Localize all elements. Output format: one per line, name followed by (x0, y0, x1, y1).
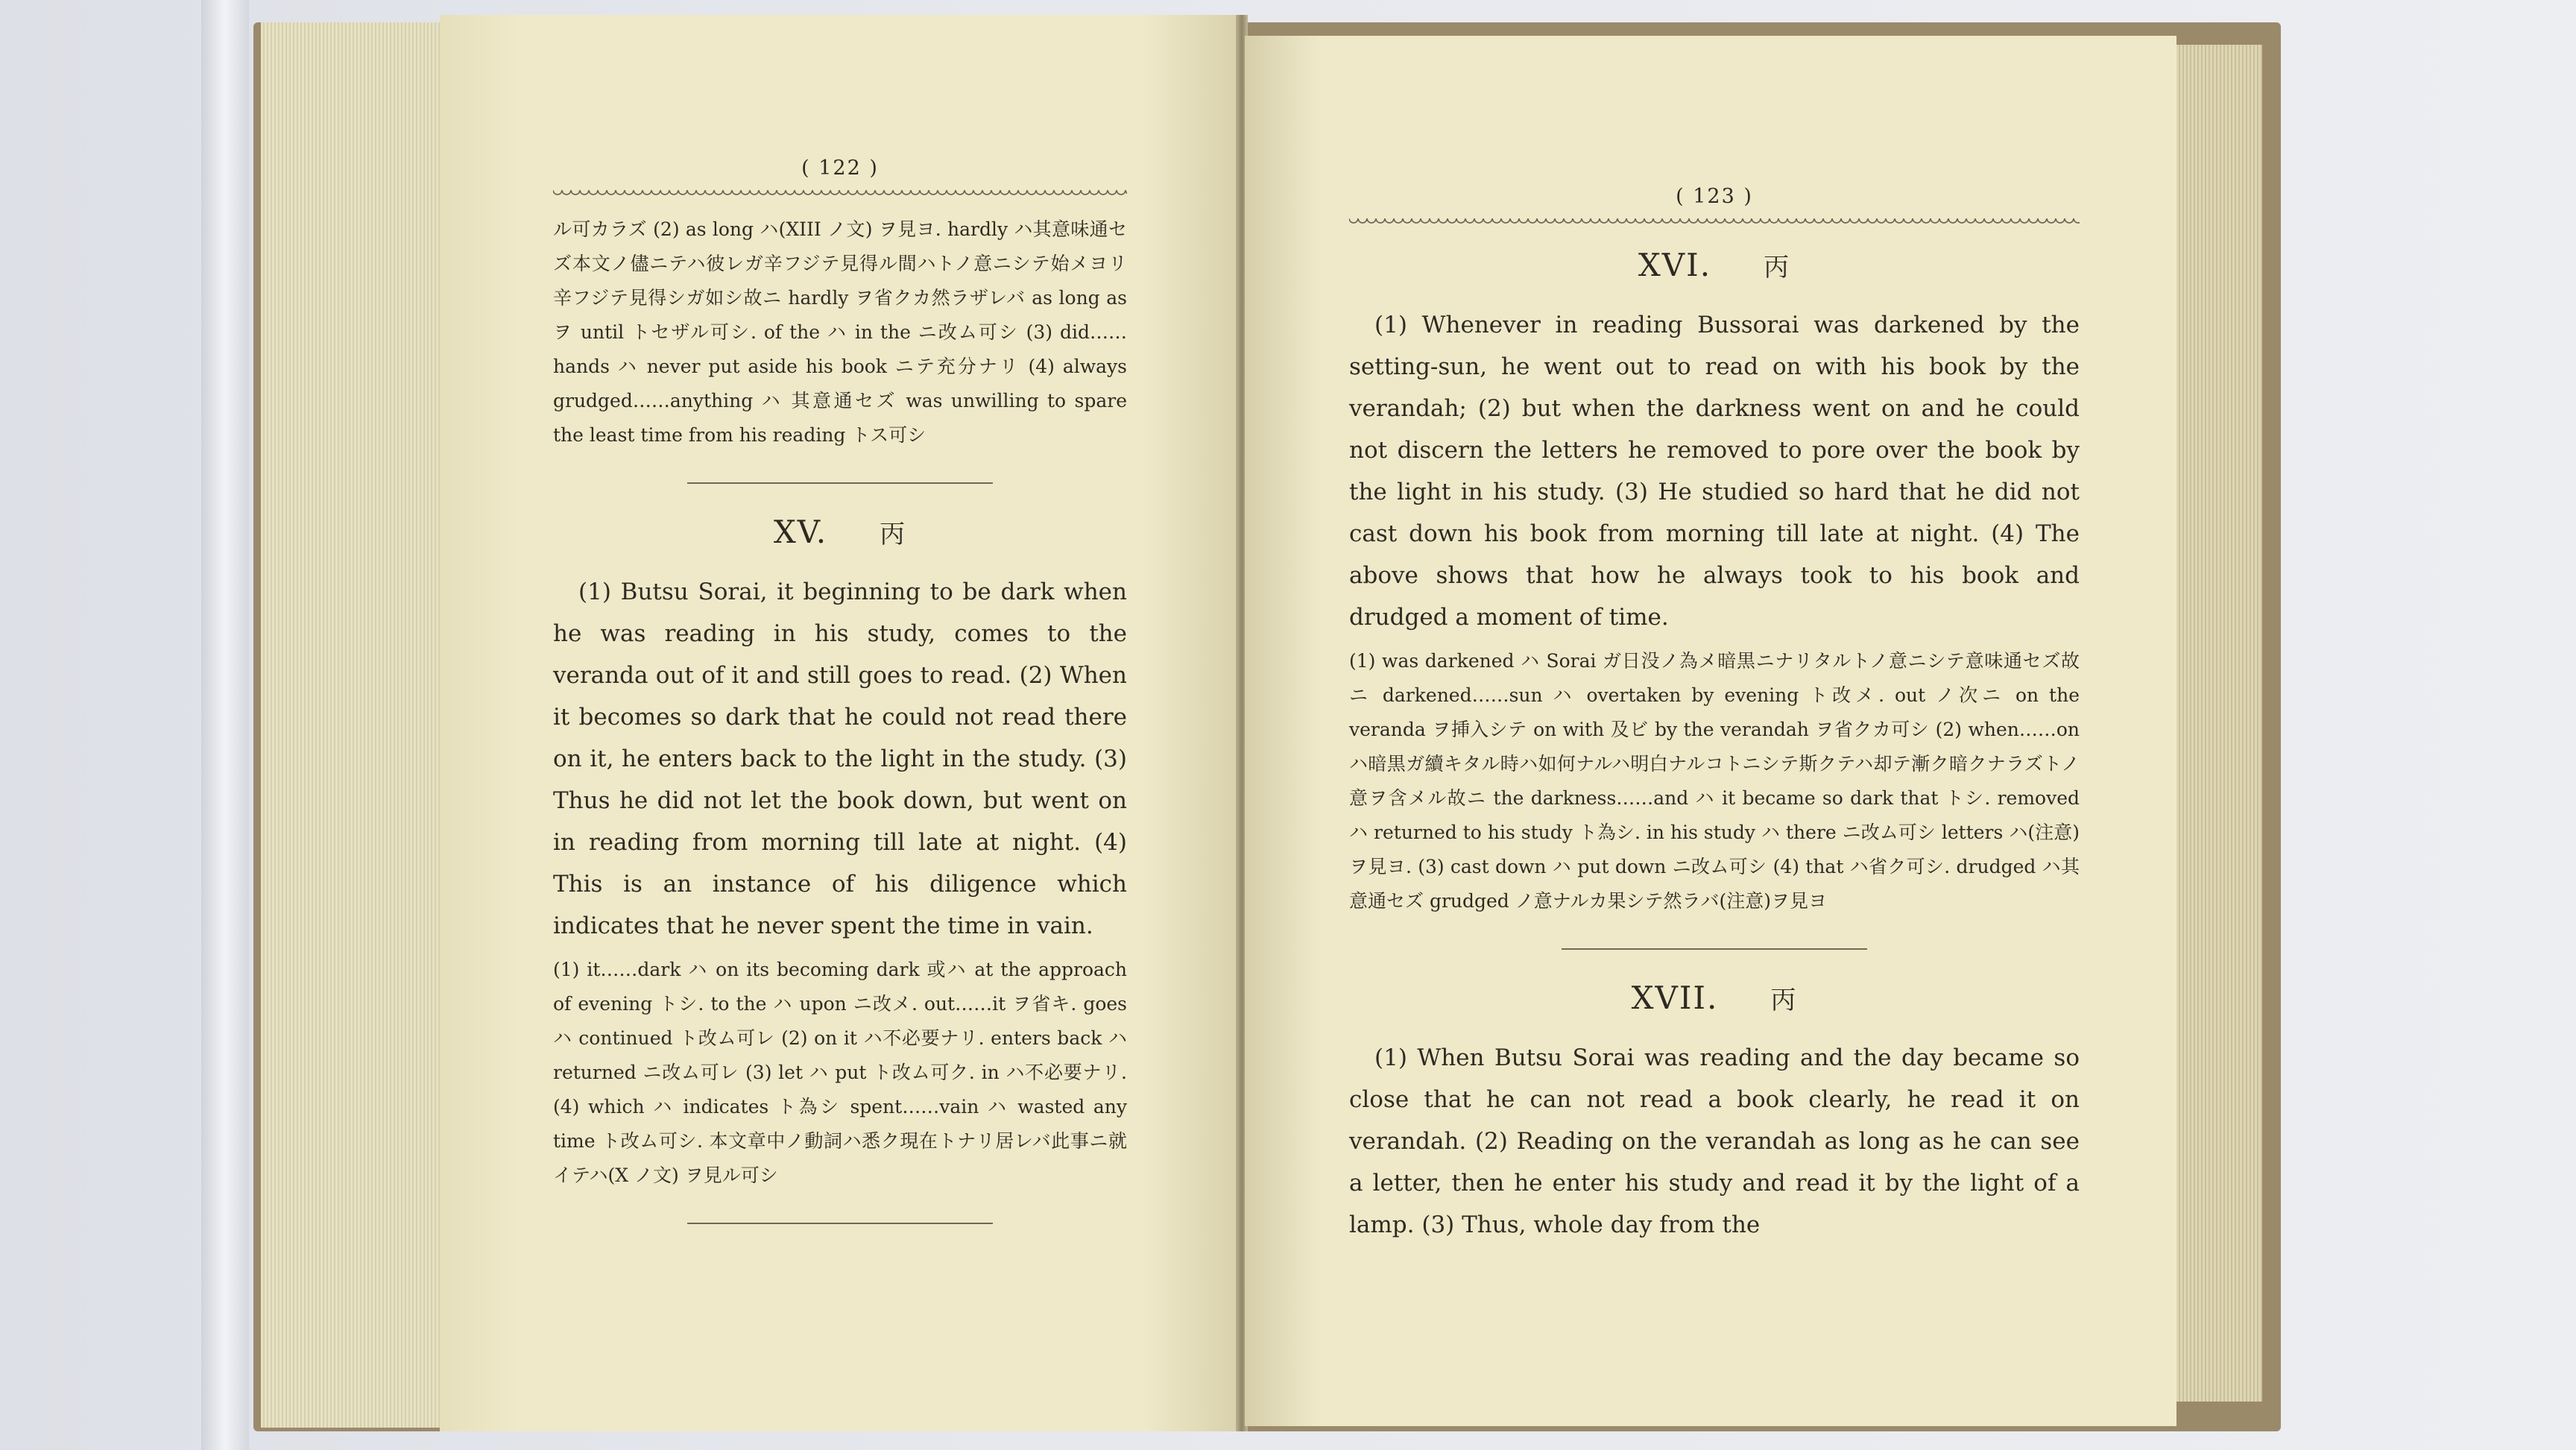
section-numeral: XV. (773, 514, 828, 550)
section-heading-xvii (1349, 980, 2080, 1016)
section-body-xvi: (1) Whenever in reading Bussorai was darkened by the setting-sun, he went out to read on with his book by the verandah; (2) but when the darkness went on and he could not discern the letters he removed to pore over the book by the light in his study. (3) He studied so hard that he did not cast down his book from morning till late at night. (4) The above shows that how he always took to his book and drudged a moment of time. (1349, 312, 2080, 631)
section-grade-xvi: 丙 (1764, 253, 1791, 283)
section-body-xv: (1) Butsu Sorai, it beginning to be dark when he was reading in his study, comes to the veranda out of it and still goes to read. (2) When it becomes so dark that he could not read there on it, he enters back to the light in the study. (3) Thus he did not let the book down, but went on in reading from morning till late at night. (4) This is an instance of his diligence which indicates that he never spent the time in vain. (553, 579, 1127, 939)
wavy-rule (553, 190, 1127, 199)
notes-bottom: (1) it……dark ハ on its becoming dark 或ハ at the approach of evening トシ. to the ハ upon ニ改メ. out……it ヲ省キ. goes ハ continued ト改ム可レ (2) on it ハ不必要ナリ. enters back ハ returned ニ改ム可レ (3) let ハ put ト改ム可ク. in ハ不必要ナリ. (4) which ハ indicates ト為シ spent……vain ハ wasted any time ト改ム可シ. 本文章中ノ動詞ハ悉ク現在トナリ居レバ此事ニ就イテハ(X ノ文) ヲ見ル可シ (553, 959, 1127, 1186)
page-edges-right (2176, 45, 2262, 1402)
open-book (253, 15, 2281, 1431)
section-grade-xvii: 丙 (1770, 986, 1798, 1015)
section-heading-xvi (1349, 247, 2080, 283)
section-heading-xv (553, 514, 1127, 550)
right-page (1245, 36, 2176, 1426)
wavy-rule-right (1349, 218, 2080, 227)
section-divider-bottom (687, 1223, 993, 1224)
section-numeral-xvii: XVII. (1631, 980, 1719, 1016)
notes-top: ル可カラズ (2) as long ハ(XIII ノ文) ヲ見ヨ. hardly ハ其意味通セズ本文ノ儘ニテハ彼レガ辛フジテ見得ル間ハトノ意ニシテ始メヨリ辛フジテ見得シガ如シ故ニ hardly ヲ省クカ然ラザレバ as long as ヲ until トセザル可シ. of the ハ in the ニ改ム可シ (3) did……hands ハ never put aside his book ニテ充分ナリ (4) always grudged……anything ハ 其意通セズ was unwilling to spare the least time from his reading トス可シ (553, 218, 1127, 446)
page-number-right: ( 123 ) (1676, 185, 1753, 208)
section-divider (687, 482, 993, 484)
section-divider-right (1562, 948, 1867, 950)
left-page (440, 15, 1239, 1431)
section-body-xvii: (1) When Butsu Sorai was reading and the day became so close that he can not read a book clearly, he read it on verandah. (2) Reading on the verandah as long as he can see a letter, then he enter his study and read it by the light of a lamp. (3) Thus, whole day from the (1349, 1044, 2080, 1238)
notes-xvi: (1) was darkened ハ Sorai ガ日没ノ為メ暗黒ニナリタルトノ意ニシテ意味通セズ故ニ darkened……sun ハ overtaken by evening ト改メ. out ノ次ニ on the veranda ヲ挿入シテ on with 及ビ by the verandah ヲ省クカ可シ (2) when……on ハ暗黒ガ續キタル時ハ如何ナルハ明白ナルコトニシテ斯クテハ却テ漸ク暗クナラズトノ意ヲ含メル故ニ the darkness……and ハ it became so dark that トシ. removed ハ returned to his study ト為シ. in his study ハ there ニ改ム可シ letters ハ(注意)ヲ見ヨ. (3) cast down ハ put down ニ改ム可シ (4) that ハ省ク可シ. drudged ハ其意通セズ grudged ノ意ナルカ果シテ然ラバ(注意)ヲ見ヨ (1349, 650, 2080, 912)
background-bar (201, 0, 249, 1450)
page-number-left: ( 122 ) (801, 157, 879, 180)
section-numeral-xvi: XVI. (1638, 247, 1712, 283)
section-grade: 丙 (880, 520, 907, 549)
page-edges-left (261, 22, 449, 1428)
